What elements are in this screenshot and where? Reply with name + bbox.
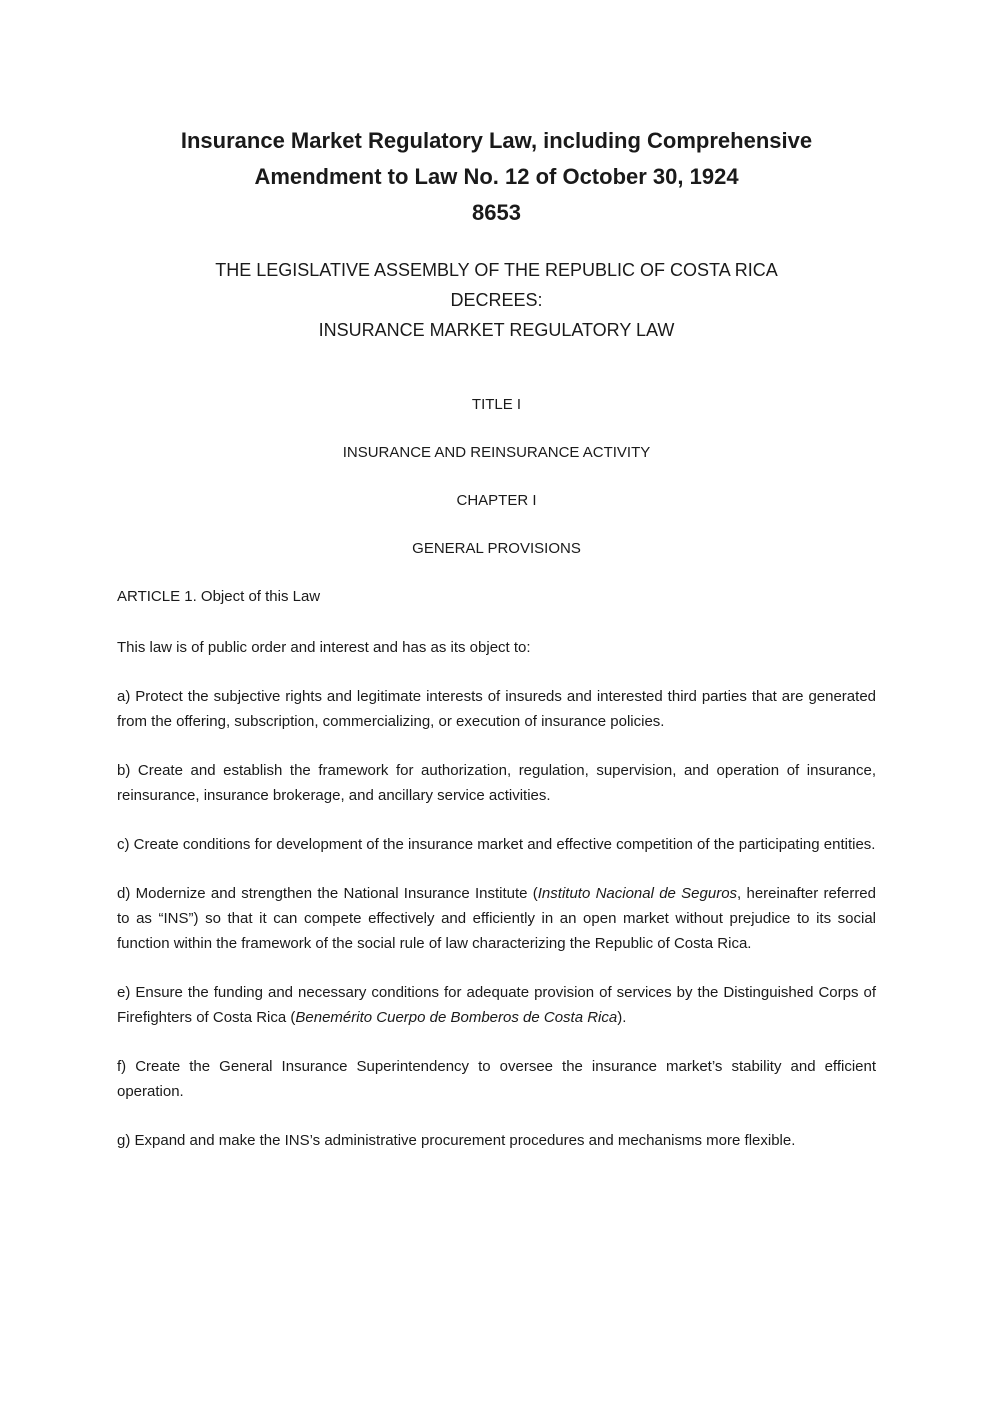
list-item-e: e) Ensure the funding and necessary conditions for adequate provision of services by the Distinguished Corps of Firefighters of Costa Rica (Benemérito Cuerpo de Bomberos de Costa Rica). [117, 984, 876, 1026]
decree-line-law-name: INSURANCE MARKET REGULATORY LAW [318, 320, 675, 340]
decree-line-assembly: THE LEGISLATIVE ASSEMBLY OF THE REPUBLIC OF COSTA RICA [215, 260, 778, 280]
title-line-2: Amendment to Law No. 12 of October 30, 1924 [254, 164, 739, 189]
article-1-heading: ARTICLE 1. Object of this Law [117, 588, 321, 605]
title-law-number: 8653 [472, 200, 521, 225]
section-heading-title-i: TITLE I [471, 396, 522, 413]
decree-heading-block [117, 255, 876, 345]
article-1-intro: This law is of public order and interest and has as its object to: [117, 639, 531, 656]
list-item-d: d) Modernize and strengthen the National Insurance Institute (Instituto Nacional de Seguros, hereinafter referred to as “INS”) so that it can compete effectively and efficiently in an open market without prejudice to its social function within the framework of the social rule of law characterizing the Republic of Costa Rica. [117, 885, 876, 952]
list-item-f: f) Create the General Insurance Superintendency to oversee the insurance market’s stability and efficient operation. [117, 1058, 876, 1100]
list-item-c: c) Create conditions for development of the insurance market and effective competition of the participating entities. [117, 836, 876, 853]
list-item-b: b) Create and establish the framework for authorization, regulation, supervision, and operation of insurance, reinsurance, insurance brokerage, and ancillary service activities. [117, 762, 876, 804]
document-title [117, 123, 876, 231]
title-line-1: Insurance Market Regulatory Law, including Comprehensive [180, 128, 813, 153]
section-heading-chapter-i: CHAPTER I [456, 492, 537, 509]
list-item-g: g) Expand and make the INS’s administrative procurement procedures and mechanisms more flexible. [117, 1132, 796, 1149]
section-heading-general-provisions: GENERAL PROVISIONS [412, 540, 581, 557]
decree-line-decrees: DECREES: [450, 290, 543, 310]
list-item-a: a) Protect the subjective rights and legitimate interests of insureds and interested third parties that are generated from the offering, subscription, commercializing, or execution of insurance policies. [117, 688, 876, 730]
section-heading-activity: INSURANCE AND REINSURANCE ACTIVITY [342, 444, 651, 461]
